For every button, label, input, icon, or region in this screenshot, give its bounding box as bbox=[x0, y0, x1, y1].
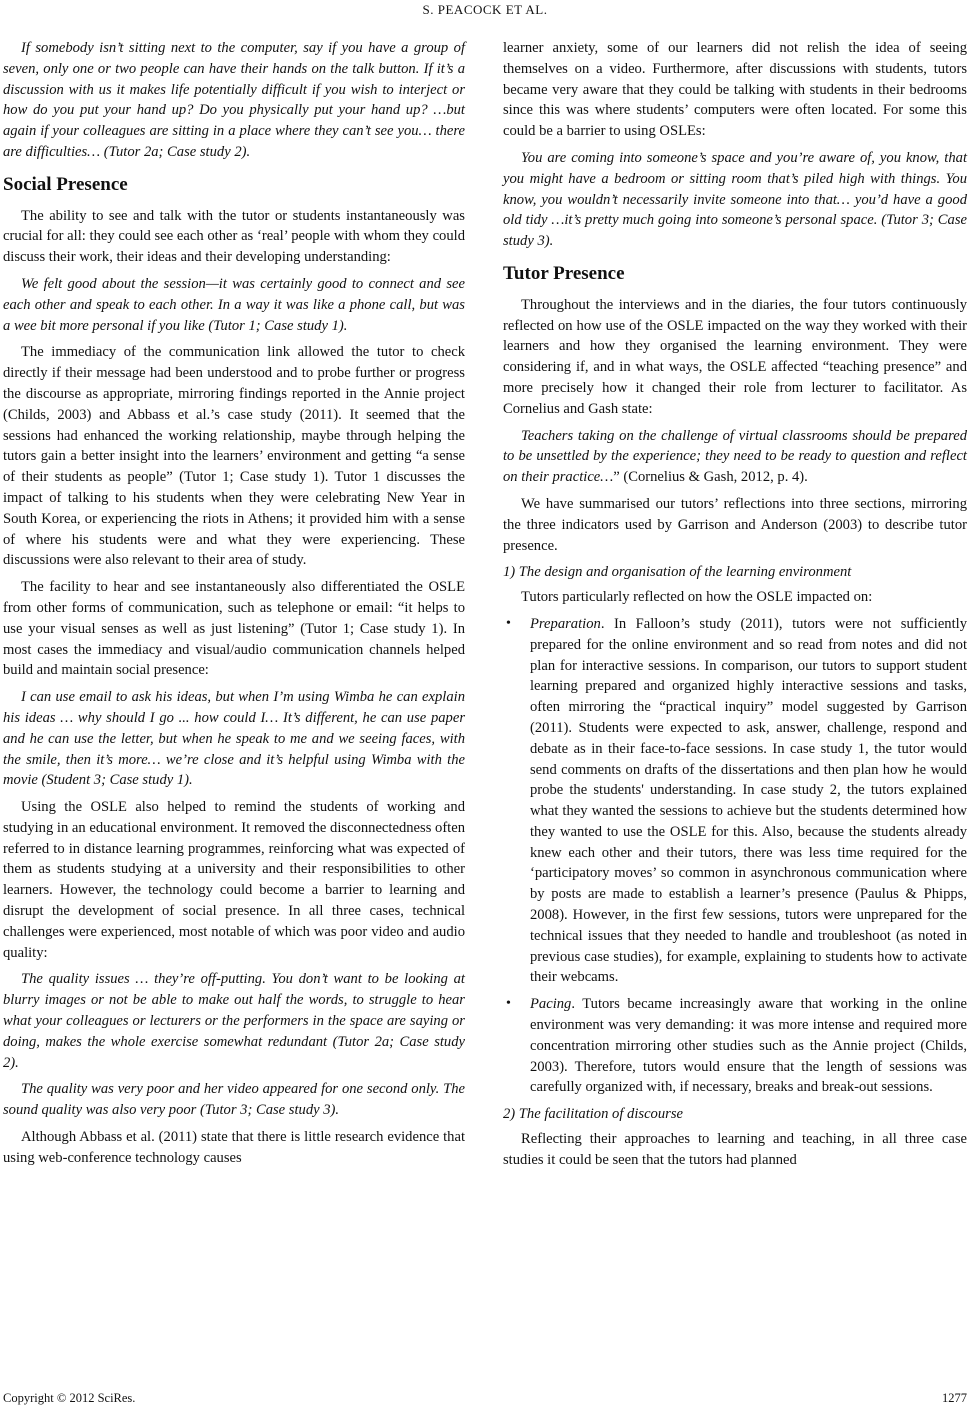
bullet-list bbox=[503, 614, 967, 1098]
cornelius-quote-text: Teachers taking on the challenge of virtual classrooms should be prepared to be unsettled by the experience; they need to be ready to question and reflect on their practice… bbox=[503, 427, 967, 486]
right-column bbox=[503, 38, 967, 1177]
body-paragraph: learner anxiety, some of our learners did not relish the idea of seeing themselves on a video. Furthermore, after discussions with students, tutors became very aware that they could be talking with students in their bedrooms since this was where students’ computers were often located. For some this could be a barrier to using OSLEs: bbox=[503, 40, 967, 140]
cornelius-quote-citation: ” (Cornelius & Gash, 2012, p. 4). bbox=[613, 469, 808, 486]
bullet-text: . In Falloon’s study (2011), tutors were not sufficiently prepared for the online environment and so read from notes and did not plan for interactive sessions. In comparison, our tutors to support student learning prepared and organized highly interactive sessions and tasks, often mirroring the “practical inquiry” model suggested by Garrison (2011). Students were expected to ask, answer, challenge, respond and debate as in their face-to-face sessions. In case study 1, the tutor would send comments on drafts of the dissertations and then plan how he would probe the students' understanding. In case study 2, the tutors explained what they wanted the sessions to achieve but the students determined how they wanted to use the OSLE for this. Also, because the students already knew each other and their tutors, there was less time required for the ‘participatory moves’ so common in asynchronous communication where by posts are made to establish a learner’s presence (Paulus & Phipps, 2008). However, in the first few sessions, tutors were unprepared for the technical issues that they needed to handle and troubleshoot (as noted in previous case studies), for example, explaining to students how to activate their webcams. bbox=[530, 615, 967, 986]
bullet-label-pacing: Pacing bbox=[530, 996, 572, 1013]
bullet-dot-icon: • bbox=[506, 615, 511, 631]
running-header: S. PEACOCK ET AL. bbox=[422, 2, 548, 17]
body-paragraph: Throughout the interviews and in the diaries, the four tutors continuously reflected on how use of the OSLE impacted on the way they worked with their learners and how they organised the learning environment. They were considering if, and in what ways, the OSLE affected “teaching presence” and more precisely how it changed their role from lecturer to facilitator. As Cornelius and Gash state: bbox=[503, 296, 967, 417]
tutor-quote-paragraph: If somebody isn’t sitting next to the computer, say if you have a group of seven, only one or two people can have their hands on the talk button. If it’s a discussion with us it makes life potentially difficult if you wish to interject or how do you put your hand up? Do you physically put your hand up? …but again if your colleagues are sitting in a place where they can’t see you… there are difficulties… (Tutor 2a; Case study 2). bbox=[3, 40, 465, 160]
section-heading-tutor-presence: Tutor Presence bbox=[503, 262, 625, 284]
student-quote-paragraph: I can use email to ask his ideas, but when I’m using Wimba he can explain his ideas … why should I go ... how could I… It’s different, he can use paper and he can use the letter, but when he speak to me and we seeing faces, with the smile, then it’s more… we’re close and it’s helpful using Wimba with the movie (Student 3; Case study 1). bbox=[3, 689, 465, 789]
tutor-quote-paragraph: You are coming into someone’s space and you’re aware of, you know, that you might have a bedroom or sitting room that’s piled high with things. You know, you wouldn’t necessarily invite someone into that… you’d have a good old tidy …it’s pretty much going into someone’s personal space. (Tutor 3; Case study 3). bbox=[503, 149, 967, 250]
page-number: 1277 bbox=[942, 1391, 967, 1405]
body-paragraph: Reflecting their approaches to learning and teaching, in all three case studies it could be seen that the tutors had planned bbox=[503, 1131, 967, 1168]
section-heading-social-presence: Social Presence bbox=[3, 173, 128, 195]
body-paragraph: The ability to see and talk with the tutor or students instantaneously was crucial for all: they could see each other as ‘real’ people with whom they could discuss their work, their ideas and their developing understanding: bbox=[3, 207, 465, 266]
body-paragraph: Tutors particularly reflected on how the OSLE impacted on: bbox=[521, 589, 873, 606]
body-paragraph: We have summarised our tutors’ reflections into three sections, mirroring the three indicators used by Garrison and Anderson (2003) to describe tutor presence. bbox=[503, 495, 967, 554]
bullet-dot-icon: • bbox=[506, 996, 511, 1012]
tutor-quote-paragraph: The quality was very poor and her video appeared for one second only. The sound quality was also very poor (Tutor 3; Case study 3). bbox=[3, 1081, 465, 1119]
subsection-heading-design: 1) The design and organisation of the learning environment bbox=[503, 564, 852, 581]
bullet-text: . Tutors became increasingly aware that working in the online environment was very demanding: it was more intense and required more concentration mirroring other studies such as the Annie project (Childs, 2003). Therefore, tutors would ensure that the length of sessions was carefully organized with, if necessary, breaks and break-out sessions. bbox=[530, 996, 967, 1096]
left-column bbox=[3, 38, 465, 1175]
copyright-notice: Copyright © 2012 SciRes. bbox=[3, 1391, 136, 1405]
body-paragraph: The immediacy of the communication link allowed the tutor to check directly if their message had been understood and to probe further or progress the discourse as appropriate, mirroring findings reported in the Annie project (Childs, 2003) and Abbass et al.’s case study (2011). It seemed that the sessions had enhanced the working relationship, maybe through helping the tutors gain a better insight into the learners’ environment and getting “a sense of their students as people” (Tutor 1; Case study 1). Tutor 1 discusses the impact of talking to his students when they were celebrating New Year in South Korea, or experiencing the riots in Athens; it provided him with a sense of where his students were and what they were experiencing. These discussions were also relevant to their area of study. bbox=[3, 344, 465, 569]
tutor-quote-paragraph: We felt good about the session—it was certainly good to connect and see each other and speak to each other. In a way it was like a phone call, but was a wee bit more personal if you like (Tutor 1; Case study 1). bbox=[3, 275, 465, 334]
body-paragraph: The facility to hear and see instantaneously also differentiated the OSLE from other forms of communication, such as telephone or email: “it helps to use your visual senses as well as just listening” (Tutor 1; Case study 1). In most cases the immediacy and visual/audio communication channels helped build and maintain social presence: bbox=[3, 579, 465, 679]
body-paragraph: Using the OSLE also helped to remind the students of working and studying in an educational environment. It removed the disconnectedness often referred to in distance learning programmes, reinforcing what was expected of them as students studying at a university and their responsibilities to other learners. However, the technology could become a barrier to learning and disrupt the development of social presence. In all three cases, technical challenges were experienced, most notable of which was poor video and audio quality: bbox=[3, 799, 466, 961]
cornelius-quote-paragraph bbox=[503, 426, 967, 488]
bullet-label-preparation: Preparation bbox=[530, 615, 601, 632]
tutor-quote-paragraph: The quality issues … they’re off-putting. You don’t want to be looking at blurry images or not be able to make out half the words, to struggle to hear what your colleagues or lecturers or the performers in the space are saying or doing, makes the whole exercise somewhat redundant (Tutor 2a; Case study 2). bbox=[3, 971, 465, 1071]
list-item bbox=[503, 614, 967, 988]
subsection-heading-discourse: 2) The facilitation of discourse bbox=[503, 1106, 683, 1123]
body-paragraph: Although Abbass et al. (2011) state that there is little research evidence that using web-conference technology causes bbox=[3, 1129, 465, 1166]
list-item bbox=[503, 994, 967, 1098]
